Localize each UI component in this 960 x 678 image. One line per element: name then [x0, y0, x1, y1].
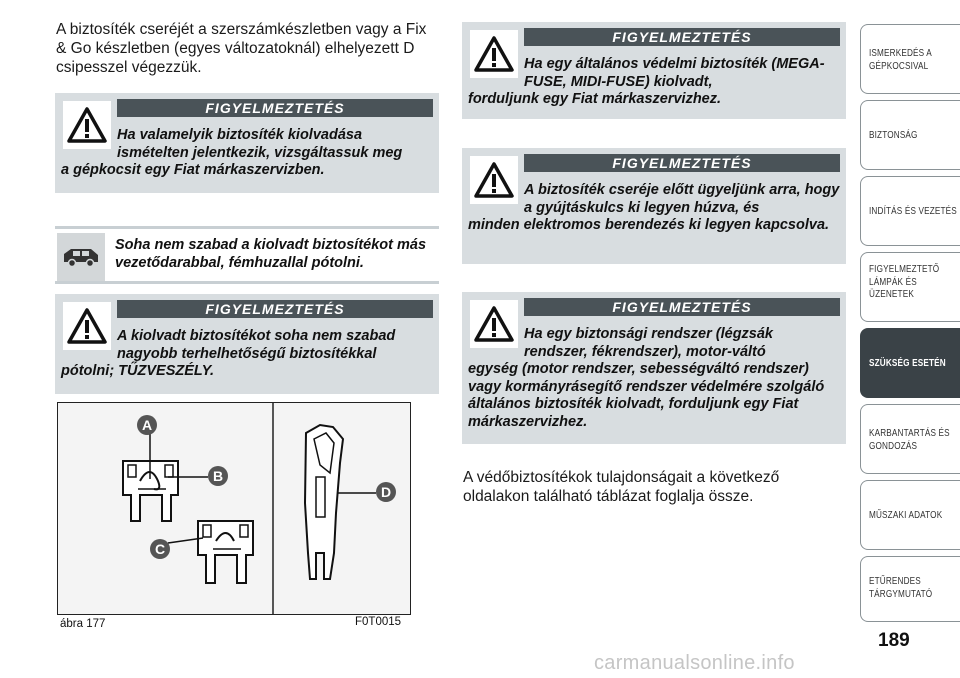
note-text: Soha nem szabad a kiolvadt biztosítékot más vezetődarabbal, fémhuzallal pótolni.: [115, 237, 427, 271]
watermark: carmanualsonline.info: [594, 652, 795, 674]
fuse-c-drawing: [198, 521, 253, 583]
tab-label: KARBANTARTÁS ÉS GONDOZÁS: [869, 427, 950, 452]
tab-figyelmezteto[interactable]: [860, 252, 960, 322]
tab-label: SZÜKSÉG ESETÉN: [869, 357, 946, 369]
warning-box-repeat-fuse: [55, 93, 439, 193]
warning-text-lead: A kiolvadt biztosítékot soha nem szabad nagyobb terhelhetőségű biztosítékkal: [117, 328, 396, 362]
tab-label: BIZTONSÁG: [869, 129, 918, 141]
tab-label: ISMERKEDÉS A GÉPKOCSIVAL: [869, 47, 932, 72]
callout-d: D: [376, 482, 396, 502]
warning-heading: FIGYELMEZTETÉS: [524, 154, 840, 172]
tab-szukseg-eseten[interactable]: [860, 328, 960, 398]
warning-text-rest: forduljunk egy Fiat márkaszervizhez.: [468, 91, 722, 107]
warning-text-lead: Ha egy biztonsági rendszer (légzsák rendszer, fékrendszer), motor-váltó: [524, 326, 773, 360]
intro-paragraph: A biztosíték cseréjét a szerszámkészletben vagy a Fix & Go készletben (egyes változatoknál) elhelyezett D csipesszel végezzük.: [56, 21, 427, 76]
warning-text-rest: egység (motor rendszer, sebességváltó rendszer) vagy kormányrásegítő rendszer védelmére szolgáló általános biztosíték kiolvadt, forduljunk egy Fiat márkaszervizhez.: [468, 361, 825, 430]
tab-karbantartas[interactable]: [860, 404, 960, 474]
tab-ismerkedes[interactable]: [860, 24, 960, 94]
warning-box-ignition-key: [462, 148, 846, 264]
fuse-figure: [57, 402, 411, 615]
tab-targymutato[interactable]: [860, 556, 960, 622]
tab-label: INDÍTÁS ÉS VEZETÉS: [869, 205, 957, 217]
warning-heading: FIGYELMEZTETÉS: [524, 298, 840, 316]
warning-text-rest: minden elektromos berendezés ki legyen kapcsolva.: [468, 217, 830, 233]
warning-box-higher-rating: [55, 294, 439, 394]
tweezers-d-drawing: [305, 425, 343, 579]
tab-inditas[interactable]: [860, 176, 960, 246]
figure-code: F0T0015: [355, 616, 402, 628]
note-box: [55, 226, 439, 284]
page-number: 189: [878, 630, 910, 651]
warning-heading: FIGYELMEZTETÉS: [524, 28, 840, 46]
callout-a: A: [137, 415, 157, 435]
tab-label: MŰSZAKI ADATOK: [869, 509, 943, 521]
callout-b: B: [208, 466, 228, 486]
closing-paragraph: A védőbiztosítékok tulajdonságait a következő oldalakon található táblázat foglalja össze.: [463, 469, 780, 505]
warning-text-rest: a gépkocsit egy Fiat márkaszervizben.: [61, 162, 325, 178]
warning-text-rest: pótolni; TŰZVESZÉLY.: [61, 363, 215, 379]
warning-heading: FIGYELMEZTETÉS: [117, 300, 433, 318]
warning-heading: FIGYELMEZTETÉS: [117, 99, 433, 117]
tab-biztonsag[interactable]: [860, 100, 960, 170]
warning-box-mega-fuse: [462, 22, 846, 119]
callout-c: C: [150, 539, 170, 559]
tab-label: FIGYELMEZTETŐ LÁMPÁK ÉS ÜZENETEK: [869, 263, 940, 300]
tab-label: ETŰRENDES TÁRGYMUTATÓ: [869, 575, 933, 600]
warning-text-lead: A biztosíték cseréje előtt ügyeljünk arra, hogy a gyújtáskulcs ki legyen húzva, és: [524, 182, 840, 216]
warning-text-lead: Ha valamelyik biztosíték kiolvadása ismételten jelentkezik, vizsgáltassuk meg: [117, 127, 403, 161]
car-note-icon: [57, 233, 105, 281]
figure-caption: ábra 177: [60, 618, 106, 630]
tab-muszaki-adatok[interactable]: [860, 480, 960, 550]
warning-box-safety-system: [462, 292, 846, 444]
warning-text-lead: Ha egy általános védelmi biztosíték (MEGA-FUSE, MIDI-FUSE) kiolvadt,: [524, 56, 825, 90]
